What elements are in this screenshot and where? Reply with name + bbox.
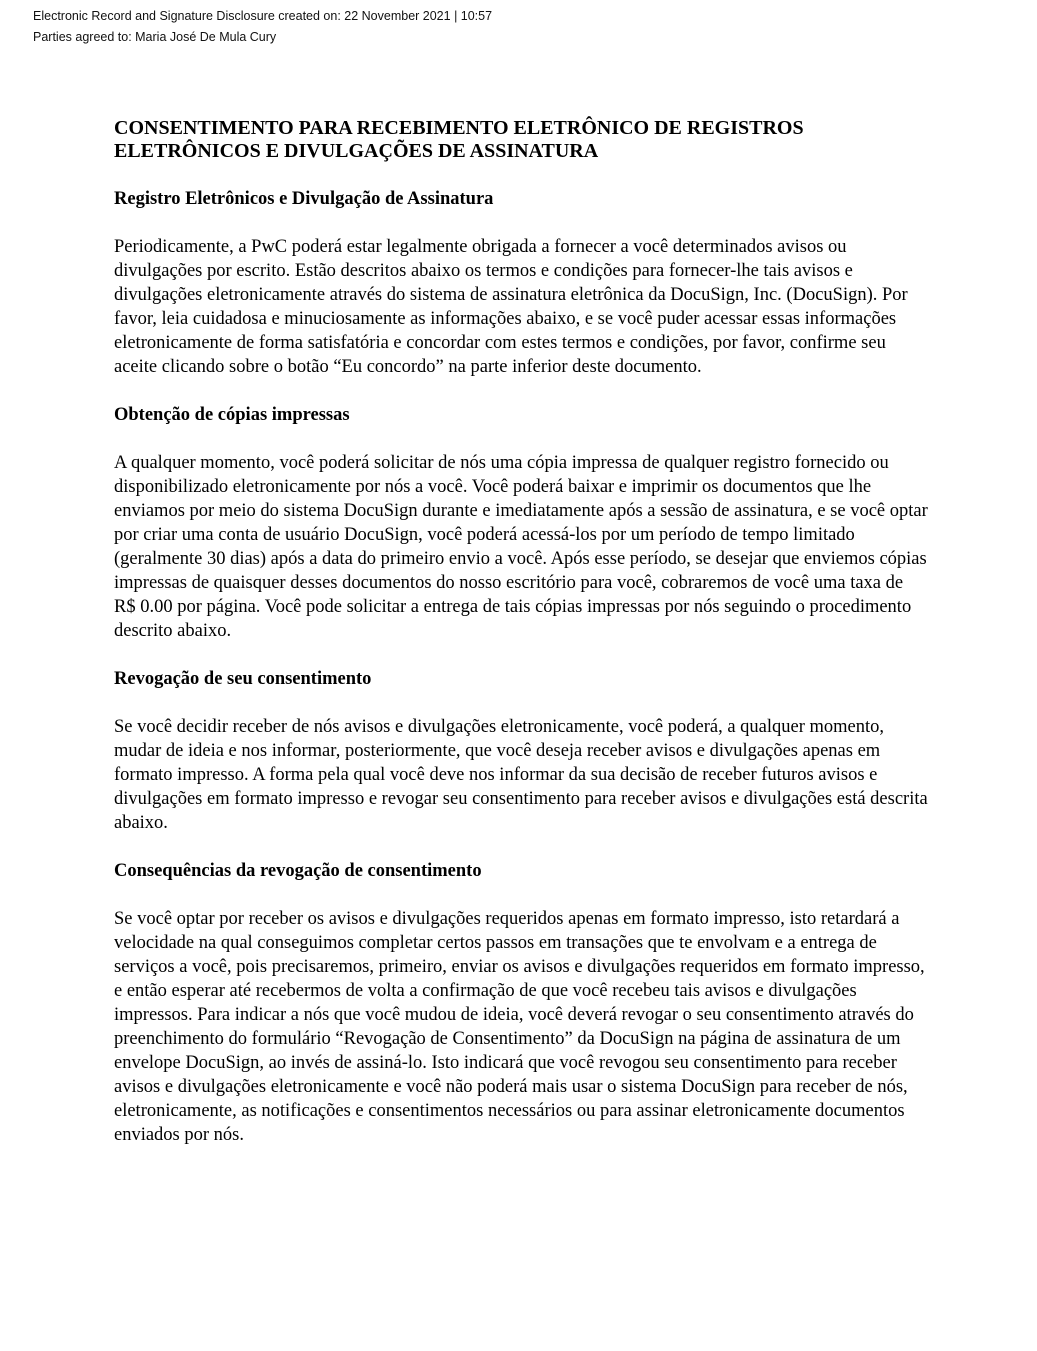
section-revocation-consequences — [114, 859, 929, 1147]
section-heading: Consequências da revogação de consentimento — [114, 861, 482, 881]
section-consent-revocation — [114, 667, 929, 835]
section-paragraph: A qualquer momento, você poderá solicitar de nós uma cópia impressa de qualquer registro fornecido ou disponibilizado eletronicamente por nós a você. Você poderá baixar e imprimir os documentos que lhe enviamos por meio do sistema DocuSign durante e imediatamente após a sessão de assinatura, e se você optar por criar uma conta de usuário DocuSign, você poderá acessá-los por um período de tempo limitado (geralmente 30 dias) após a data do primeiro envio a você. Após esse período, se desejar que enviemos cópias impressas de quaisquer desses documentos do nosso escritório para você, cobraremos de você uma taxa de R$ 0.00 por página. Você pode solicitar a entrega de tais cópias impressas por nós seguindo o procedimento descrito abaixo. — [114, 453, 928, 641]
section-printed-copies — [114, 403, 929, 643]
section-heading: Obtenção de cópias impressas — [114, 405, 350, 425]
document-body — [114, 117, 929, 1171]
document-title-line-1: CONSENTIMENTO PARA RECEBIMENTO ELETRÔNICO DE REGISTROS — [114, 117, 804, 139]
section-heading: Registro Eletrônicos e Divulgação de Assinatura — [114, 189, 494, 209]
section-paragraph: Periodicamente, a PwC poderá estar legalmente obrigada a fornecer a você determinados avisos ou divulgações por escrito. Estão descritos abaixo os termos e condições para fornecer-lhe tais avisos e divulgações eletronicamente através do sistema de assinatura eletrônica da DocuSign, Inc. (DocuSign). Por favor, leia cuidadosa e minuciosamente as informações abaixo, e se você puder acessar essas informações eletronicamente de forma satisfatória e concordar com estes termos e condições, por favor, confirme seu aceite clicando sobre o botão “Eu concordo” na parte inferior deste documento. — [114, 237, 908, 377]
section-paragraph: Se você optar por receber os avisos e divulgações requeridos apenas em formato impresso, isto retardará a velocidade na qual conseguimos completar certos passos em transações que te envolvam e a entrega de serviços a você, pois precisaremos, primeiro, enviar os avisos e divulgações requeridos em formato impresso, e então esperar até recebermos de volta a confirmação de que você recebeu tais avisos e divulgações impressos. Para indicar a nós que você mudou de ideia, você deverá revogar o seu consentimento através do preenchimento do formulário “Revogação de Consentimento” da DocuSign na página de assinatura de um envelope DocuSign, ao invés de assiná-lo. Isto indicará que você revogou seu consentimento para receber avisos e divulgações eletronicamente e você não poderá mais usar o sistema DocuSign para receber de nós, eletronicamente, as notificações e consentimentos necessários ou para assinar eletronicamente documentos enviados por nós. — [114, 909, 925, 1145]
document-title — [114, 117, 929, 163]
section-electronic-records — [114, 187, 929, 379]
section-paragraph: Se você decidir receber de nós avisos e divulgações eletronicamente, você poderá, a qualquer momento, mudar de ideia e nos informar, posteriormente, que você deseja receber avisos e divulgações apenas em formato impresso. A forma pela qual você deve nos informar da sua decisão de receber futuros avisos e divulgações em formato impresso e revogar seu consentimento para receber avisos e divulgações está descrita abaixo. — [114, 717, 928, 833]
document-title-line-2: ELETRÔNICOS E DIVULGAÇÕES DE ASSINATURA — [114, 140, 599, 162]
parties-agreed-line: Parties agreed to: Maria José De Mula Cury — [33, 30, 277, 44]
disclosure-created-line: Electronic Record and Signature Disclosure created on: 22 November 2021 | 10:57 — [33, 9, 493, 23]
disclosure-header — [33, 6, 492, 48]
section-heading: Revogação de seu consentimento — [114, 669, 372, 689]
